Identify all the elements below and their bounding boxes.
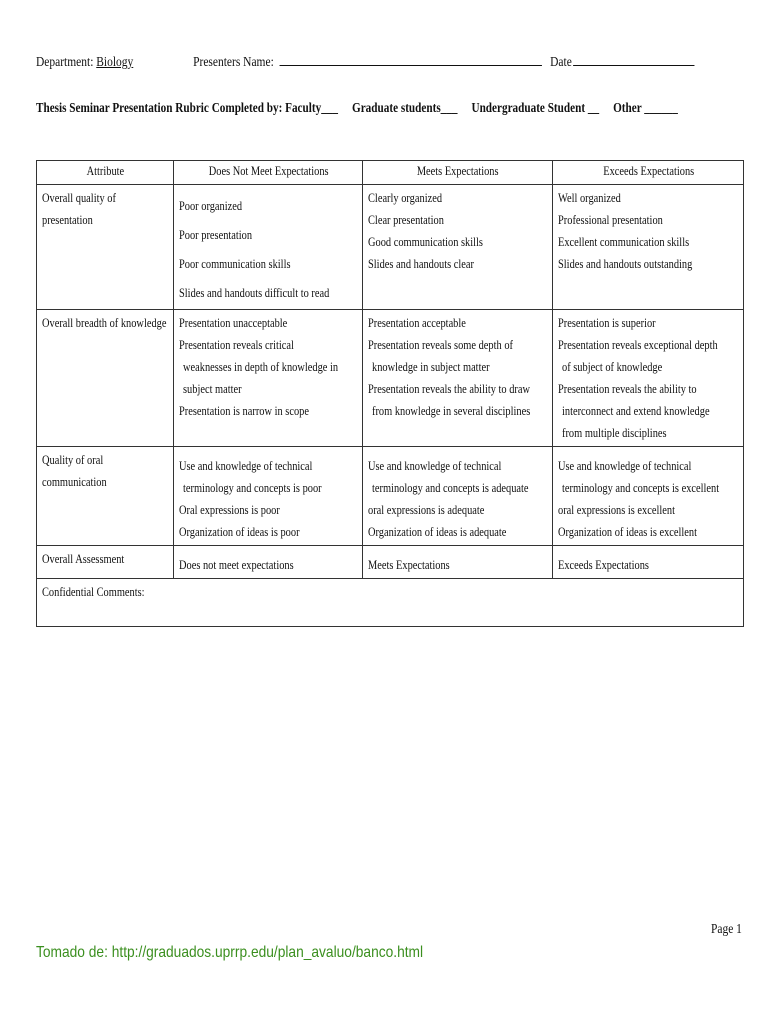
table-row xyxy=(37,447,744,546)
attribute-cell: Overall breadth of knowledge xyxy=(37,310,174,447)
page-number: Page 1 xyxy=(711,922,742,937)
department-label: Department: xyxy=(36,55,94,70)
does-not-meet-cell: Does not meet expectations xyxy=(173,546,362,579)
does-not-meet-cell: Use and knowledge of technical terminology and concepts is poor Oral expressions is poor Organization of ideas is poor xyxy=(173,447,362,546)
presenters-name-label: Presenters Name: xyxy=(193,55,274,70)
presenters-name-blank[interactable] xyxy=(280,52,542,66)
header-meets: Meets Expectations xyxy=(363,161,552,185)
table-row xyxy=(37,546,744,579)
undergraduate-option[interactable]: Undergraduate Student __ xyxy=(471,101,600,116)
exceeds-cell: Use and knowledge of technical terminology and concepts is excellent oral expressions is excellent Organization of ideas is excellent xyxy=(552,447,743,546)
header-does-not-meet: Does Not Meet Expectations xyxy=(173,161,362,185)
comments-row xyxy=(37,579,744,627)
table-row xyxy=(37,185,744,310)
attribute-cell: Overall Assessment xyxy=(37,546,174,579)
other-option[interactable]: Other ______ xyxy=(613,101,678,116)
meets-cell: Clearly organized Clear presentation Good communication skills Slides and handouts clear xyxy=(363,185,552,310)
department-value: Biology xyxy=(96,55,134,70)
header-line xyxy=(36,52,610,70)
header-exceeds: Exceeds Expectations xyxy=(552,161,743,185)
attribute-cell: Quality of oral communication xyxy=(37,447,174,546)
exceeds-cell: Well organized Professional presentation Excellent communication skills Slides and handouts outstanding xyxy=(552,185,743,310)
source-link[interactable]: Tomado de: http://graduados.uprrp.edu/plan_avaluo/banco.html xyxy=(36,944,424,961)
does-not-meet-cell: Presentation unacceptable Presentation reveals critical weaknesses in depth of knowledge in subject matter Presentation is narrow in scope xyxy=(173,310,362,447)
exceeds-cell: Exceeds Expectations xyxy=(552,546,743,579)
table-header-row xyxy=(37,161,744,185)
header-attribute: Attribute xyxy=(37,161,174,185)
confidential-comments-label: Confidential Comments: xyxy=(42,584,145,599)
completed-by-label: Completed by: xyxy=(211,101,283,116)
meets-cell: Meets Expectations xyxy=(363,546,552,579)
date-blank[interactable] xyxy=(573,52,694,66)
confidential-comments-cell[interactable] xyxy=(37,579,744,627)
rubric-title-line xyxy=(36,101,678,119)
does-not-meet-cell: Poor organized Poor presentation Poor communication skills Slides and handouts difficult to read xyxy=(173,185,362,310)
table-row xyxy=(37,310,744,447)
graduate-option[interactable]: Graduate students___ xyxy=(352,101,458,116)
faculty-option[interactable]: Faculty___ xyxy=(285,101,338,116)
meets-cell: Use and knowledge of technical terminology and concepts is adequate oral expressions is adequate Organization of ideas is adequate xyxy=(363,447,552,546)
attribute-cell: Overall quality of presentation xyxy=(37,185,174,310)
date-label: Date xyxy=(550,55,572,70)
rubric-title: Thesis Seminar Presentation Rubric xyxy=(36,101,209,116)
rubric-table xyxy=(36,160,744,627)
meets-cell: Presentation acceptable Presentation reveals some depth of knowledge in subject matter Presentation reveals the ability to draw from knowledge in several disciplines xyxy=(363,310,552,447)
exceeds-cell: Presentation is superior Presentation reveals exceptional depth of subject of knowledge Presentation reveals the ability to interconnect and extend knowledge from multiple disciplines xyxy=(552,310,743,447)
